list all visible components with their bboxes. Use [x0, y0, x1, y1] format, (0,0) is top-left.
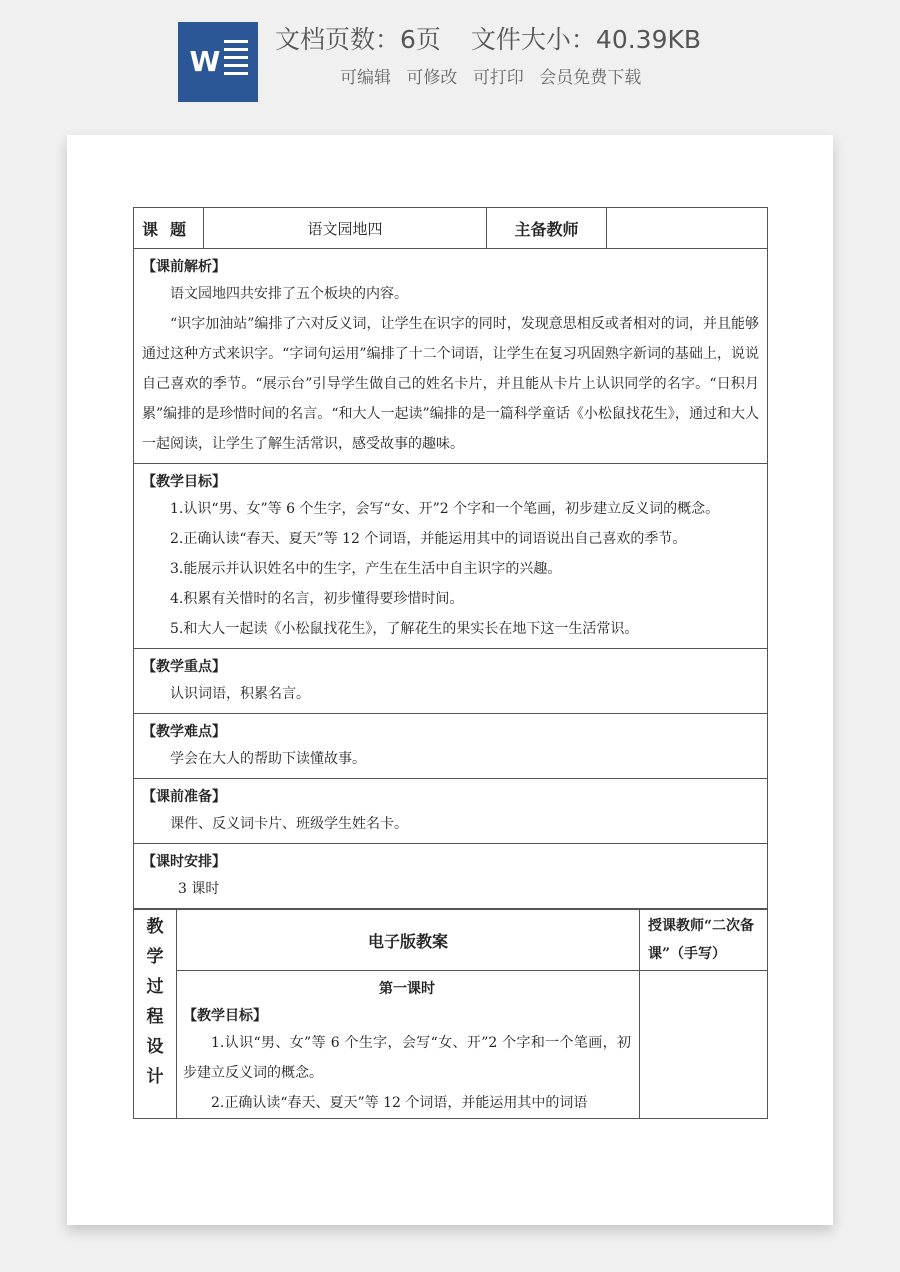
- analysis-title: 【课前解析】: [142, 259, 226, 275]
- lesson-goal-item: 2.正确认读“春天、夏天”等 12 个词语，并能运用其中的词语: [211, 1095, 588, 1111]
- difficulties-title: 【教学难点】: [142, 724, 226, 740]
- lesson-goal-item: 1.认识“男、女”等 6 个生字，会写“女、开”2 个字和一个笔画，初步建立反义词的概念。: [183, 1035, 631, 1081]
- doc-lines-icon: [224, 40, 248, 86]
- word-letter: W: [189, 45, 221, 78]
- goals-row: [134, 464, 768, 649]
- goal-item: 2.正确认读“春天、夏天”等 12 个词语，并能运用其中的词语说出自己喜欢的季节。: [170, 531, 687, 547]
- process-note-header: 授课教师“二次备课”（手写）: [640, 910, 768, 971]
- process-table: [133, 909, 768, 1119]
- feature-printable: 可打印: [472, 68, 524, 88]
- teacher-value: [607, 208, 768, 249]
- handwritten-notes-cell: [640, 971, 768, 1119]
- difficulties-text: 学会在大人的帮助下读懂故事。: [170, 751, 366, 767]
- feature-editable: 可编辑: [340, 68, 391, 88]
- preparation-text: 课件、反义词卡片、班级学生姓名卡。: [170, 816, 408, 832]
- lesson-plan-table: [133, 207, 768, 909]
- preparation-row: [134, 779, 768, 844]
- key-points-title: 【教学重点】: [142, 659, 226, 675]
- goals-title: 【教学目标】: [142, 474, 226, 490]
- lesson-title: 第一课时: [379, 981, 435, 997]
- lesson-content: [177, 971, 640, 1119]
- goal-item: 4.积累有关惜时的名言，初步懂得要珍惜时间。: [170, 591, 464, 607]
- feature-member-download: 会员免费下载: [539, 68, 642, 88]
- page-count: 文档页数：6页: [275, 25, 441, 54]
- process-header-row: [134, 910, 768, 971]
- difficulties-row: [134, 714, 768, 779]
- download-banner: [0, 0, 900, 130]
- analysis-paragraph: “识字加油站”编排了六对反义词，让学生在识字的同时，发现意思相反或者相对的词，并且能够通过这种方式来识字。“字词句运用”编排了十二个词语，让学生在复习巩固熟字新词的基础上，说说自己喜欢的季节。“展示台”引导学生做自己的姓名卡片，并且能从卡片上认识同学的名字。“日积月累”编排的是珍惜时间的名言。“和大人一起读”编排的是一篇科学童话《小松鼠找花生》，通过和大人一起阅读，让学生了解生活常识，感受故事的趣味。: [142, 316, 759, 452]
- document-page: [67, 135, 833, 1225]
- subject-title: 语文园地四: [204, 208, 487, 249]
- doc-meta: [275, 22, 835, 58]
- teacher-label: 主备教师: [487, 208, 607, 249]
- analysis-paragraph: 语文园地四共安排了五个板块的内容。: [170, 286, 408, 302]
- feature-modifiable: 可修改: [406, 68, 458, 88]
- schedule-title: 【课时安排】: [142, 854, 226, 870]
- process-side-label: 教 学 过 程 设 计: [134, 910, 177, 1119]
- analysis-row: [134, 249, 768, 464]
- feature-list: [340, 66, 700, 90]
- preparation-title: 【课前准备】: [142, 789, 226, 805]
- lesson-plan: [133, 207, 767, 1119]
- word-doc-icon: [178, 22, 258, 102]
- goal-item: 1.认识“男、女”等 6 个生字，会写“女、开”2 个字和一个笔画，初步建立反义词的概念。: [170, 501, 720, 517]
- lesson-goals-title: 【教学目标】: [183, 1008, 267, 1024]
- schedule-row: [134, 844, 768, 909]
- key-points-row: [134, 649, 768, 714]
- key-points-text: 认识词语，积累名言。: [170, 686, 310, 702]
- file-size: 文件大小：40.39KB: [470, 25, 702, 54]
- subject-label: 课 题: [134, 208, 204, 249]
- goal-item: 5.和大人一起读《小松鼠找花生》，了解花生的果实长在地下这一生活常识。: [170, 621, 639, 637]
- schedule-text: 3 课时: [178, 881, 220, 897]
- header-row: [134, 208, 768, 249]
- process-main-header: 电子版教案: [177, 910, 640, 971]
- goal-item: 3.能展示并认识姓名中的生字，产生在生活中自主识字的兴趣。: [170, 561, 562, 577]
- process-body-row: [134, 971, 768, 1119]
